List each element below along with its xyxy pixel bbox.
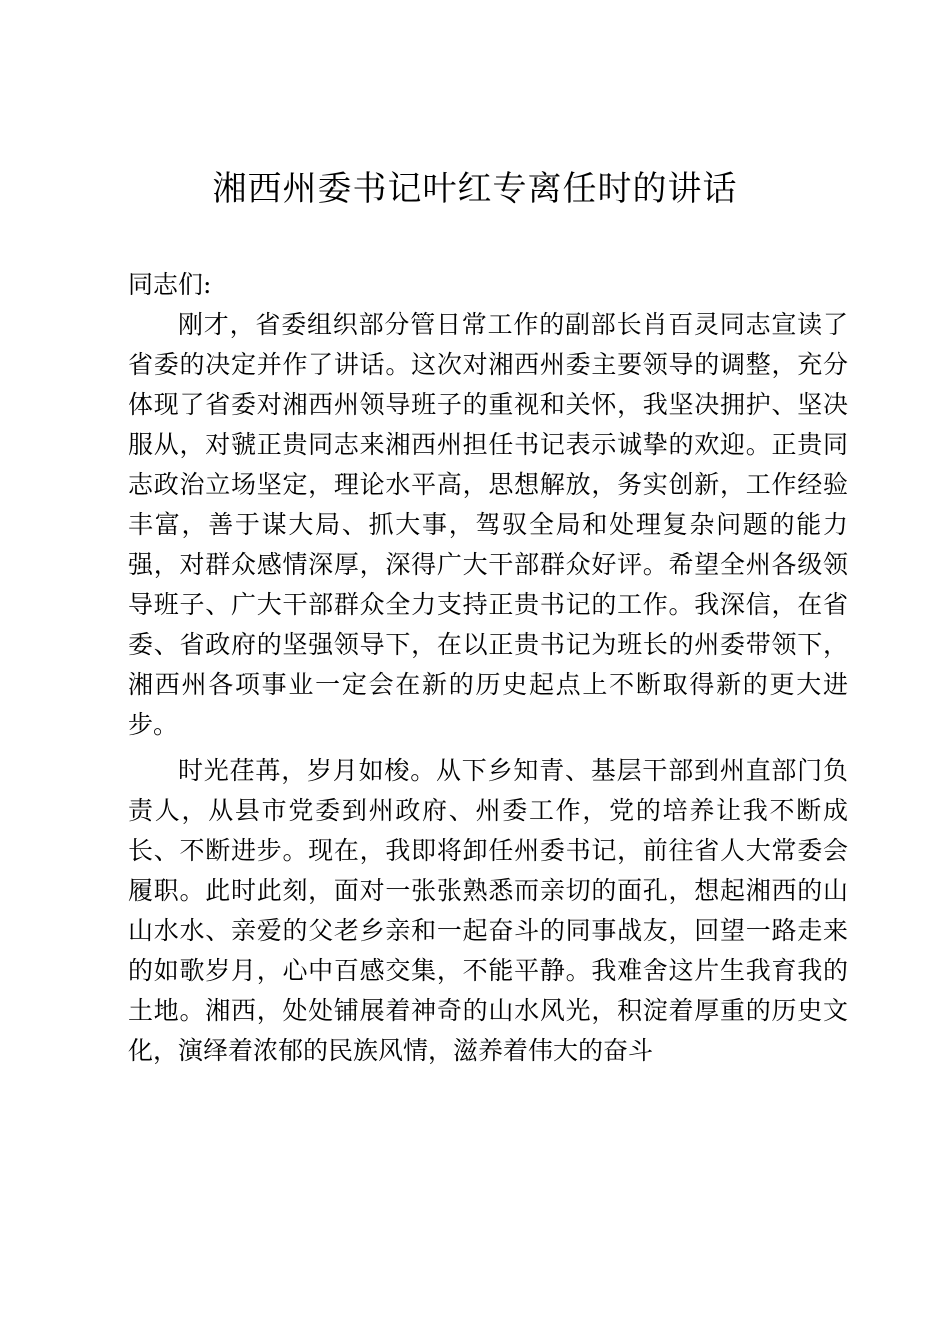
document-body: [128, 265, 848, 1071]
salutation: 同志们:: [128, 270, 212, 299]
paragraph-2: 时光荏苒，岁月如梭。从下乡知青、基层干部到州直部门负责人，从县市党委到州政府、州委工作，党的培养让我不断成长、不断进步。现在，我即将卸任州委书记，前往省人大常委会履职。此时此刻，面对一张张熟悉而亲切的面孔，想起湘西的山山水水、亲爱的父老乡亲和一起奋斗的同事战友，回望一路走来的如歌岁月，心中百感交集，不能平静。我难舍这片生我育我的土地。湘西，处处铺展着神奇的山水风光，积淀着厚重的历史文化，演绎着浓郁的民族风情，滋养着伟大的奋斗: [128, 756, 848, 1065]
document-title: 湘西州委书记叶红专离任时的讲话: [212, 169, 738, 209]
paragraph-1: 刚才，省委组织部分管日常工作的副部长肖百灵同志宣读了省委的决定并作了讲话。这次对湘西州委主要领导的调整，充分体现了省委对湘西州领导班子的重视和关怀，我坚决拥护、坚决服从，对虢正贵同志来湘西州担任书记表示诚挚的欢迎。正贵同志政治立场坚定，理论水平高，思想解放，务实创新，工作经验丰富，善于谋大局、抓大事，驾驭全局和处理复杂问题的能力强，对群众感情深厚，深得广大干部群众好评。希望全州各级领导班子、广大干部群众全力支持正贵书记的工作。我深信，在省委、省政府的坚强领导下，在以正贵书记为班长的州委带领下，湘西州各项事业一定会在新的历史起点上不断取得新的更大进步。: [128, 310, 848, 739]
